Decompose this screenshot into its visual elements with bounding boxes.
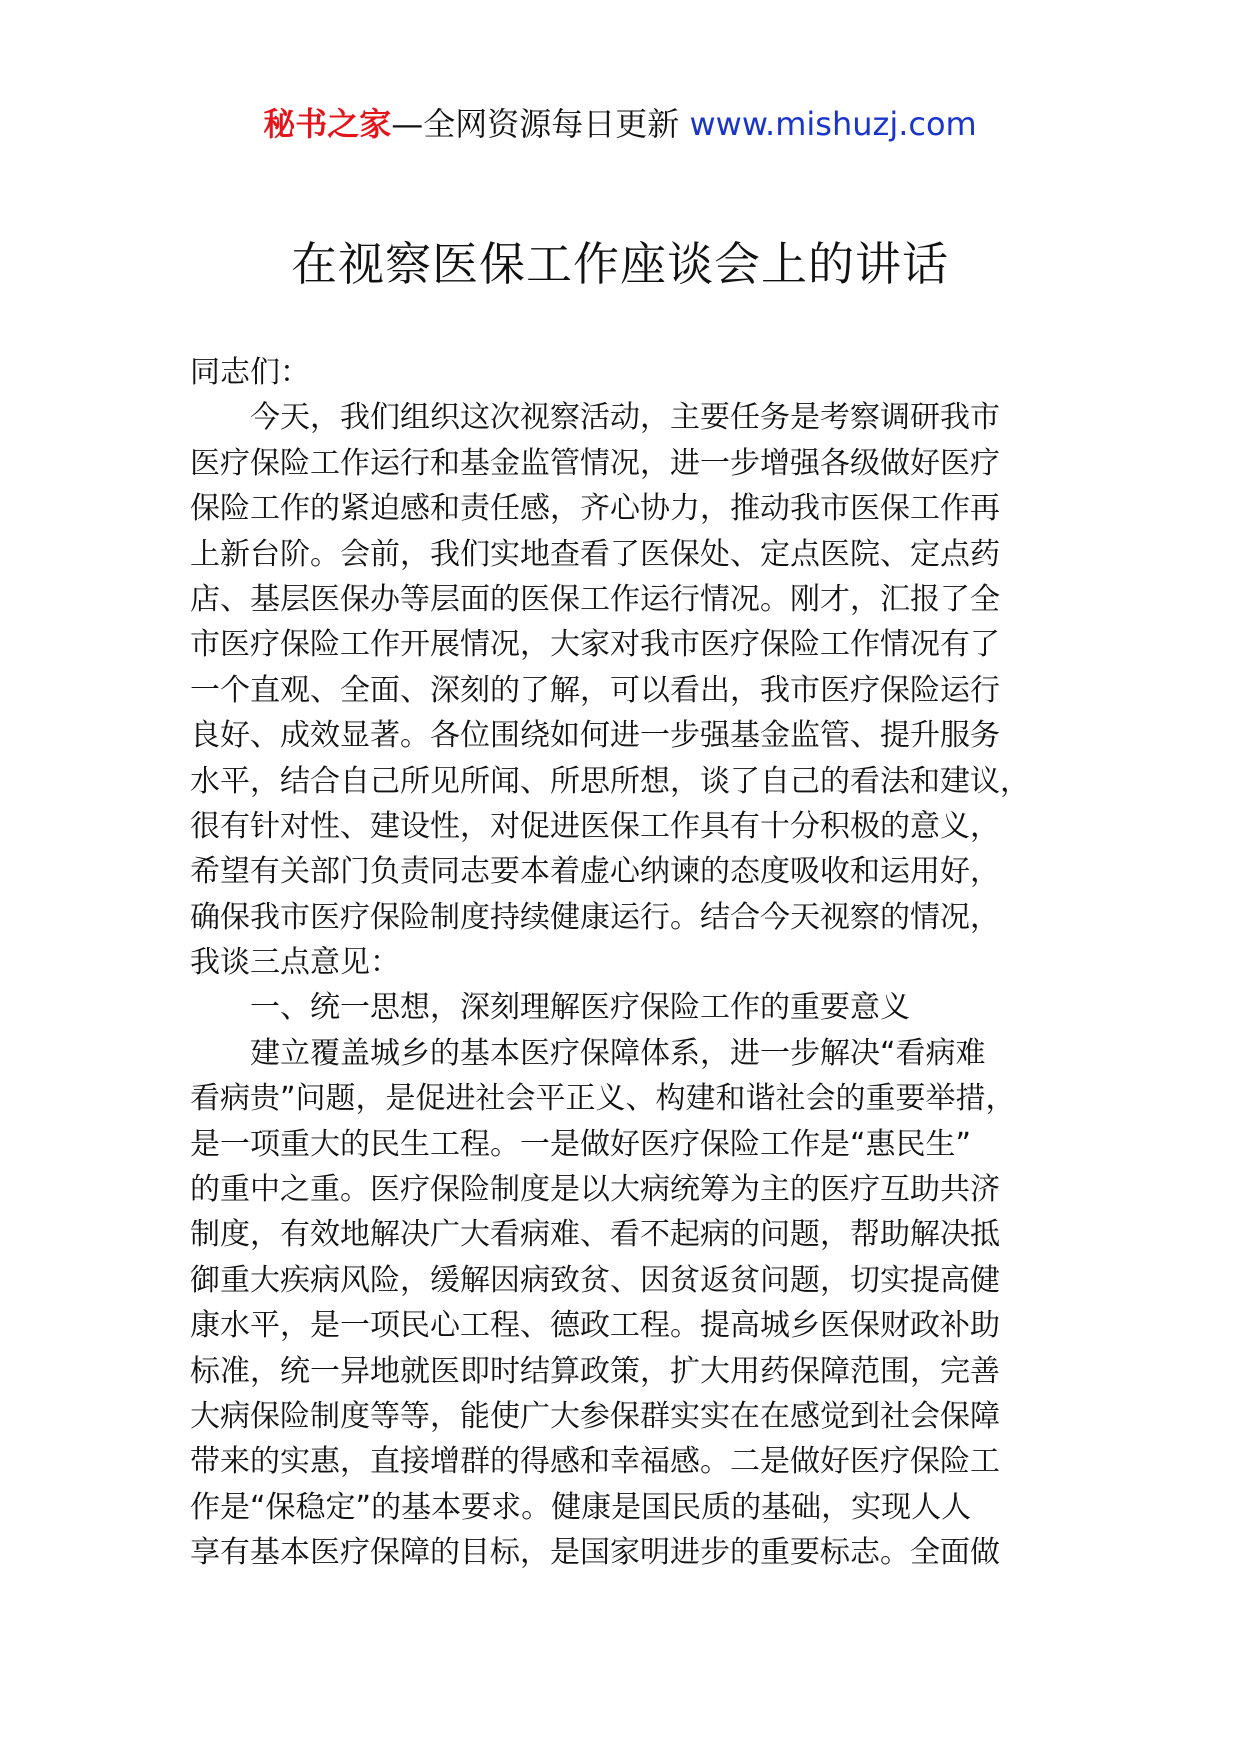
- paragraph-line: 希望有关部门负责同志要本着虚心纳谏的态度吸收和运用好，: [190, 854, 1000, 890]
- paragraph-line: 良好、成效显著。各位围绕如何进一步强基金监管、提升服务: [190, 718, 1000, 754]
- paragraph-line: 建立覆盖城乡的基本医疗保障体系，进一步解决“看病难: [250, 1035, 986, 1071]
- paragraph-line: 很有针对性、建设性，对促进医保工作具有十分积极的意义，: [190, 808, 1000, 844]
- document-title: 在视察医保工作座谈会上的讲话: [291, 237, 949, 291]
- paragraph-line: 看病贵”问题，是促进社会平正义、构建和谐社会的重要举措，: [190, 1081, 1016, 1117]
- paragraph-line: 标准，统一异地就医即时结算政策，扩大用药保障范围，完善: [190, 1353, 1000, 1389]
- paragraph-line: 享有基本医疗保障的目标，是国家明进步的重要标志。全面做: [190, 1535, 1000, 1571]
- paragraph-line: 的重中之重。医疗保险制度是以大病统筹为主的医疗互助共济: [190, 1172, 1000, 1208]
- paragraph-line: 制度，有效地解决广大看病难、看不起病的问题，帮助解决抵: [190, 1217, 1000, 1253]
- document-body: [190, 350, 1090, 1576]
- paragraph-line: 御重大疾病风险，缓解因病致贫、因贫返贫问题，切实提高健: [190, 1262, 1000, 1298]
- paragraph-line: 带来的实惠，直接增群的得感和幸福感。二是做好医疗保险工: [190, 1444, 1000, 1480]
- paragraph-line: 大病保险制度等等，能使广大参保群实实在在感觉到社会保障: [190, 1398, 1000, 1434]
- paragraph-line: 上新台阶。会前，我们实地查看了医保处、定点医院、定点药: [190, 536, 1000, 572]
- site-header: [0, 100, 1240, 148]
- paragraph-line: 市医疗保险工作开展情况，大家对我市医疗保险工作情况有了: [190, 627, 1000, 663]
- paragraph-line: 今天，我们组织这次视察活动，主要任务是考察调研我市: [250, 400, 1000, 436]
- site-url-link[interactable]: www.mishuzj.com: [689, 105, 977, 143]
- header-tagline: —全网资源每日更新: [391, 105, 680, 143]
- paragraph-line: 一个直观、全面、深刻的了解，可以看出，我市医疗保险运行: [190, 672, 1000, 708]
- paragraph-line: 我谈三点意见：: [190, 945, 400, 981]
- paragraph-line: 保险工作的紧迫感和责任感，齐心协力，推动我市医保工作再: [190, 491, 1000, 527]
- paragraph-line: 作是“保稳定”的基本要求。健康是国民质的基础，实现人人: [190, 1489, 972, 1525]
- salutation-line: 同志们：: [190, 355, 310, 390]
- paragraph-line: 水平，结合自己所见所闻、所思所想，谈了自己的看法和建议，: [190, 763, 1030, 799]
- section-heading: 一、统一思想，深刻理解医疗保险工作的重要意义: [250, 990, 910, 1026]
- paragraph-line: 康水平，是一项民心工程、德政工程。提高城乡医保财政补助: [190, 1308, 1000, 1344]
- paragraph-line: 是一项重大的民生工程。一是做好医疗保险工作是“惠民生”: [190, 1126, 972, 1162]
- paragraph-line: 医疗保险工作运行和基金监管情况，进一步增强各级做好医疗: [190, 445, 1000, 481]
- paragraph-line: 确保我市医疗保险制度持续健康运行。结合今天视察的情况，: [190, 899, 1000, 935]
- brand-name: 秘书之家: [263, 105, 392, 143]
- paragraph-line: 店、基层医保办等层面的医保工作运行情况。刚才，汇报了全: [190, 581, 1000, 617]
